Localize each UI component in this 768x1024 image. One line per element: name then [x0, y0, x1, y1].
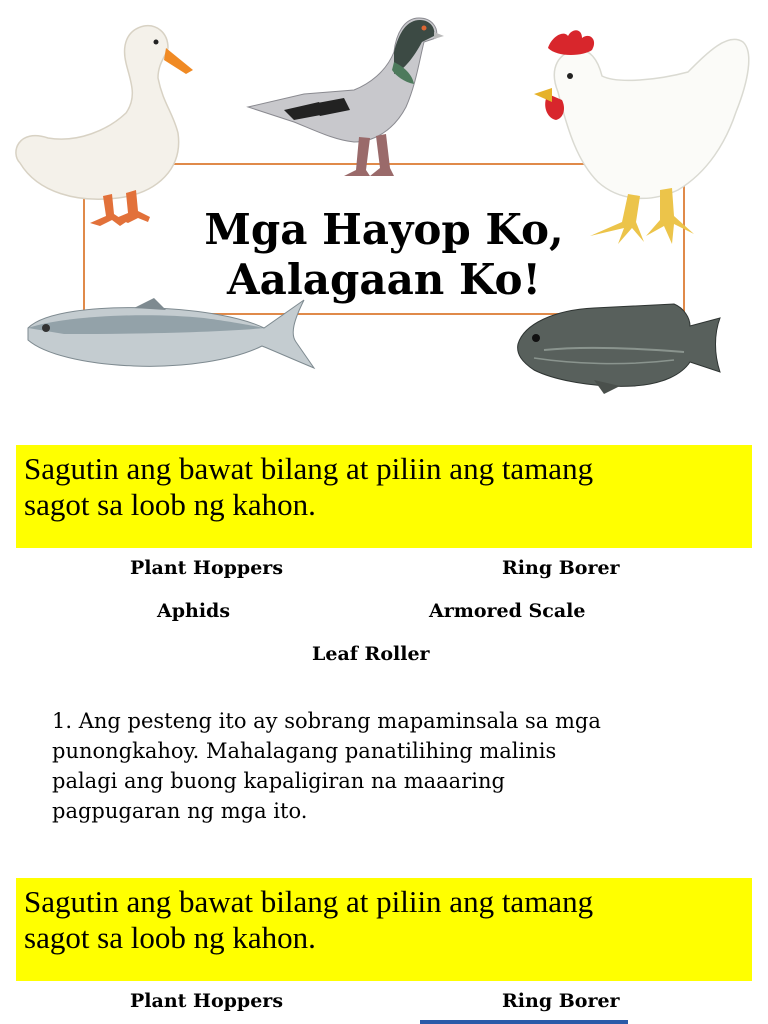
instruction-box: [16, 878, 752, 981]
question-line-4: pagpugaran ng mga ito.: [52, 799, 308, 823]
choice-plant-hoppers: Plant Hoppers: [130, 557, 284, 579]
choice-ring-borer: Ring Borer: [502, 557, 620, 579]
tilapia-icon: [514, 300, 724, 396]
question-1: [52, 706, 732, 826]
choice-aphids: Aphids: [157, 600, 231, 622]
title-line-1: Mga Hayop Ko,: [204, 205, 564, 254]
pigeon-icon: [244, 12, 444, 182]
question-line-3: palagi ang buong kapaligiran na maaaring: [52, 769, 505, 793]
milkfish-icon: [24, 298, 316, 374]
choice-plant-hoppers: Plant Hoppers: [130, 990, 284, 1012]
title-line-2: Aalagaan Ko!: [227, 255, 541, 304]
question-line-1: 1. Ang pesteng ito ay sobrang mapaminsala sa mga: [52, 709, 601, 733]
instruction-line-2: sagot sa loob ng kahon.: [24, 920, 316, 955]
instruction-box: [16, 445, 752, 548]
instruction-line-1: Sagutin ang bawat bilang at piliin ang tamang: [24, 451, 594, 486]
choice-armored-scale: Armored Scale: [429, 600, 586, 622]
chicken-icon: [518, 22, 754, 252]
choice-ring-borer: Ring Borer: [502, 990, 620, 1012]
instruction-line-2: sagot sa loob ng kahon.: [24, 487, 316, 522]
duck-icon: [8, 18, 198, 230]
question-line-2: punongkahoy. Mahalagang panatilihing malinis: [52, 739, 557, 763]
divider-line: [420, 1020, 628, 1024]
choice-leaf-roller: Leaf Roller: [312, 643, 430, 665]
instruction-line-1: Sagutin ang bawat bilang at piliin ang tamang: [24, 884, 594, 919]
